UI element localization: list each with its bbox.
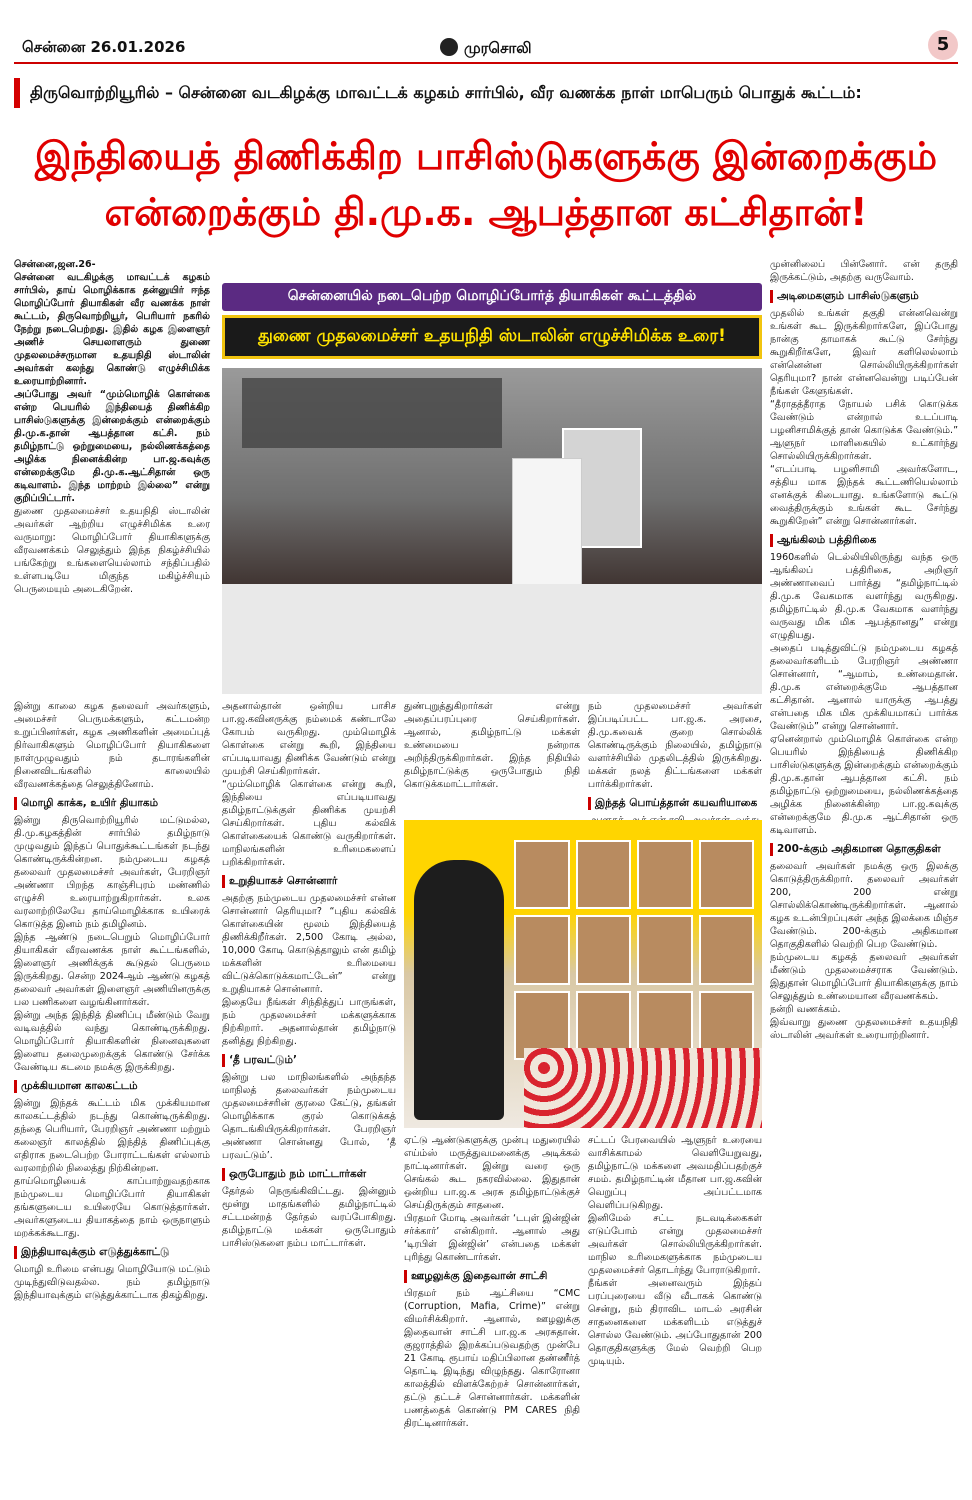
col-e-subhead-2: ஆங்கிலம் பத்திரிகை xyxy=(770,534,958,547)
col-e-p11: இவ்வாறு துணை முதலமைச்சர் உதயநிதி ஸ்டாலின் அவர்கள் உரையாற்றினார். xyxy=(770,1017,958,1041)
col-g-p3: நீங்கள் அனைவரும் இந்தப் பரப்புரையை வீடு வீடாகக் கொண்டு சென்று, நம் திராவிட மாடல் அரசின் சாதனைகளை மக்களிடம் எடுத்துச் சொல்ல வேண்டும். அப்போதுதான் 200 தொகுதிகளுக்கு மேல் வெற்றி பெற முடியும். xyxy=(588,1278,762,1367)
col-b-subhead-1: உறுதியாகச் சொன்னார் xyxy=(222,875,396,888)
dateline: சென்னை,ஜன.26- xyxy=(14,259,96,270)
col-a-subhead-3: இந்தியாவுக்கும் எடுத்துக்காட்டு xyxy=(14,1246,210,1259)
kicker xyxy=(14,70,958,116)
photo-person xyxy=(414,860,504,1120)
col-c-p1: துண்புறுத்துகிறார்கள் என்று அதைப்பரப்புரை செய்கிறார்கள். ஆனால், தமிழ்நாட்டு மக்கள் உண்மையை நன்றாக அறிந்திருக்கிறார்கள். இந்த நிதியில் தமிழ்நாட்டுக்கு ஒருபோதும் நிதி கொடுக்கமாட்டார்கள். xyxy=(404,701,580,790)
col-e-p8: தலைவர் அவர்கள் நமக்கு ஒரு இலக்கு கொடுத்திருக்கிறார். தலைவர் அவர்கள் 200, 200 என்று சொல்லிக்கொண்டிருக்கிறார்கள். ஆனால் கழக உடன்பிறப்புகள் அந்த இலக்கை மிஞ்ச வேண்டும். 200-க்கும் அதிகமான தொகுதிகளில் வெற்றி பெற வேண்டும். xyxy=(770,861,958,950)
col-e-p7: ஏனென்றால் மும்மொழிக் கொள்கை என்ற பெயரில் இந்தியைத் திணிக்கிற பாசிஸ்டுகளுக்கு இன்றைக்கும் என்றைக்கும் தி.மு.க.தான் ஆபத்தான கட்சி. நம் தமிழ்நாட்டு ஒற்றுமையை, நல்லிணக்கத்தை அழிக்க நினைக்கின்ற பா.ஜ.கவுக்கு என்றைக்குமே தி.மு.க ஆட்சிதான் ஒரு கடிவாளம். xyxy=(770,734,958,836)
col-a-subhead-2: முக்கியமான காலகட்டம் xyxy=(14,1080,210,1093)
col-b-p4: இதையே நீங்கள் சிந்தித்துப் பாருங்கள், நம் முதலமைச்சர் மக்களுக்காக நிற்கிறார். அதனால்தான் தமிழ்நாடு தனித்து நிற்கிறது. xyxy=(222,997,396,1047)
intro-column xyxy=(14,258,210,678)
col-a-p3: இந்த ஆண்டு நடைபெறும் மொழிப்போர் தியாகிகள் வீரவணக்க நாள் கூட்டங்களில், இளைஞர் அணிக்குக் கூடுதல் பெருமை இருக்கிறது. சென்ற 2024ஆம் ஆண்டு கழகத் தலைவர் அவர்கள் இளைஞர் அணியினருக்கு பல பணிகளை வழங்கினார்கள். xyxy=(14,932,210,1008)
paper-name-text: முரசொலி xyxy=(464,39,532,57)
martyr-portrait xyxy=(637,840,693,909)
paper-logo-icon xyxy=(440,38,458,56)
col-e-p2: முதலில் உங்கள் தகுதி என்னவென்று உங்கள் கூட இருக்கிறார்களே, இப்போது நான்கு தாமாகக் கூட்டு சேர்ந்து கூறுகிறீர்களே, இவர் களிலெல்லாம் என்னென்ன சொல்லியிருக்கிறார்கள் தெரியுமா? நான் என்னவென்று படிப்பேன் நீங்கள் கேளுங்கள். xyxy=(770,308,958,397)
col-f-subhead-1: ஊழலுக்கு இதைவான் சாட்சி xyxy=(404,1270,580,1283)
headline-line-2: என்றைக்கும் தி.மு.க. ஆபத்தான கட்சிதான்! xyxy=(104,190,868,234)
masthead-rule xyxy=(14,62,958,64)
col-f-p3: பிரதமர் நம் ஆட்சியை “CMC (Corruption, Mafia, Crime)” என்று விமர்சிக்கிறார். ஆனால், ஊழலுக்கு இதைவான் சாட்சி பா.ஜ.க அரசுதான். குஜராத்தில் இறக்கப்படுவதற்கு முன்பே 21 கோடி ரூபாய் மதிப்பிலான தண்ணீர்த் தொட்டி இடிந்து விழுந்தது. கொரோனா காலத்தில் விளக்கேற்றச் சொன்னார்கள், தட்டு தட்டச் சொன்னார்கள். மக்களின் பணத்தைக் கொண்டு PM CARES நிதி திரட்டினார்கள். xyxy=(404,1288,580,1429)
col-b-subhead-3: ஒருபோதும் நம் மாட்டார்கள் xyxy=(222,1168,396,1181)
photo-flowers xyxy=(524,1048,762,1128)
col-d-subhead-1: இந்தத் பொய்த்தான் கயவரியாகை xyxy=(588,797,762,810)
sub-headline: துணை முதலமைச்சர் உதயநிதி ஸ்டாலின் எழுச்சிமிக்க உரை! xyxy=(222,315,762,359)
intro-quote: அப்போது அவர் “மும்மொழிக் கொள்கை என்ற பெயரில் இந்தியைத் திணிக்கிற பாசிஸ்டுகளுக்கு இன்றைக்கும் என்றைக்கும் தி.மு.க.தான் ஆபத்தான கட்சி. நம் தமிழ்நாட்டு ஒற்றுமையை, நல்லிணக்கத்தை அழிக்க நினைக்கின்ற பா.ஜ.கவுக்கு என்றைக்குமே தி.மு.க.ஆட்சிதான் ஒரு கடிவாளம். இந்த மாற்றம் இல்லை” என்று குறிப்பிட்டார். xyxy=(14,389,210,504)
col-e-p6: அதைப் படித்துவிட்டு நம்முடைய கழகத் தலைவர்களிடம் பேரறிஞர் அண்ணா சொன்னார், “ஆமாம், உண்மைதான். தி.மு.க என்றைக்குமே ஆபத்தான கட்சிதான். ஆனால் யாருக்கு ஆபத்து என்பதை மிக மிக முக்கியமாகப் பார்க்க வேண்டும்” என்று சொன்னார். xyxy=(770,643,958,732)
page-number: 5 xyxy=(928,30,958,60)
martyr-portrait xyxy=(699,840,755,909)
event-stage-photo xyxy=(222,368,762,694)
column-c xyxy=(404,700,580,800)
main-headline xyxy=(14,128,958,240)
col-e-p5: 1960களில் டெல்லியிலிருந்து வந்த ஒரு ஆங்கிலப் பத்திரிகை, அறிஞர் அண்ணாவைப் பார்த்து “தமிழ்நாட்டில் தி.மு.க வேகமாக வளர்ந்து வருகிறது. தமிழ்நாட்டில் தி.மு.க வேகமாக வளர்ந்து வருவது மிக மிக ஆபத்தானது” என்று எழுதியது. xyxy=(770,552,958,641)
martyr-portrait xyxy=(637,915,693,984)
masthead xyxy=(0,0,972,62)
col-a-subhead-1: மொழி காக்க, உயிர் தியாகம் xyxy=(14,797,210,810)
headline-line-1: இந்தியைத் திணிக்கிற பாசிஸ்டுகளுக்கு இன்றைக்கும் xyxy=(34,134,938,178)
col-e-p4: “எடப்பாடி பழனிசாமி அவர்களோட, சத்திய மாக இந்தக் கூட்டணியெல்லாம் எனக்குக் கிடையாது. உங்களோடு கூட்டு வைத்திருக்கும் உங்கள் கூட சேர்ந்து கூறுகிறேன்” என்று சொன்னார்கள். xyxy=(770,464,958,527)
col-e-p10: நன்றி வணக்கம். xyxy=(770,1004,841,1015)
kicker-bar xyxy=(14,78,20,108)
martyr-portraits xyxy=(514,840,754,1060)
martyr-portrait xyxy=(576,915,632,984)
col-g-p1: சட்டப் பேரவையில் ஆளுநர் உரையை வாசிக்காமல் வெளியேறுவது, தமிழ்நாட்டு மக்களை அவமதிப்பதற்குச் சமம். தமிழ்நாட்டின் மீதான பா.ஜ.கவின் வெறுப்பு அப்பட்டமாக வெளிப்படுகிறது. xyxy=(588,1135,762,1211)
col-e-p1: முன்னிலைப் பின்னோர். என் தருதி இருக்கட்டும், அதற்கு வருவோம். xyxy=(770,259,958,283)
column-b xyxy=(222,700,396,1490)
column-e xyxy=(770,258,958,1490)
col-a-p6: தாய்மொழியைக் காப்பாற்றுவதற்காக நம்முடைய மொழிப்போர் தியாகிகள் தங்களுடைய உயிரையே கொடுத்தார்கள். அவர்களுடைய தியாகத்தை நாம் ஒருநாளும் மறக்கக்கூடாது. xyxy=(14,1176,210,1239)
col-a-p2: இன்று திருவொற்றியூரில் மட்டுமல்ல, தி.மு.கழகத்தின் சார்பில் தமிழ்நாடு முழுவதும் இந்தப் பொதுக்கூட்டங்கள் நடந்து கொண்டிருக்கின்றன. நம்முடைய கழகத் தலைவர் முதலமைச்சர் அவர்கள், பேரறிஞர் அண்ணா பிறந்த காஞ்சிபுரம் மண்ணில் எழுச்சி உரையாற்றுகிறார்கள். உலக வரலாற்றிலேயே தாய்மொழிக்காக உயிரைக் கொடுத்த இனம் நம் தமிழினம். xyxy=(14,815,210,930)
photo-stage xyxy=(222,584,762,694)
col-b-p3: அதற்கு நம்முடைய முதலமைச்சர் என்ன சொன்னார் தெரியுமா? “புதிய கல்விக் கொள்கையின் மூலம் இந்தியைத் திணிக்கிறீர்கள். 2,500 கோடி அல்ல, 10,000 கோடி கொடுத்தாலும் என் தமிழ் மக்களின் உரிமையை விட்டுக்கொடுக்கமாட்டேன்” என்று உறுதியாகச் சொன்னார். xyxy=(222,893,396,995)
col-a-p1: இன்று காலை கழக தலைவர் அவர்களும், அமைச்சர் பெருமக்களும், கட்டமன்ற உறுப்பினர்கள், கழக அணிகளின் அமைப்புத் நிர்வாகிகளும் மொழிப்போர் தியாகிகளை நாள்முழுவதும் நம் தடாரங்களின் நினைவிடங்களில் காலையில் வீரவணக்கத்தை செலுத்தினோம். xyxy=(14,701,210,790)
column-f xyxy=(404,1134,580,1490)
col-b-p2: “மும்மொழிக் கொள்கை என்று கூறி, இந்தியை எப்படியாவது தமிழ்நாட்டுக்குள் திணிக்க முயற்சி செய்கிறார்கள். புதிய கல்விக் கொள்கையைக் கொண்டு வருகிறார்கள். மாநிலங்களின் உரிமைகளைப் பறிக்கிறார்கள். xyxy=(222,779,396,868)
col-e-subhead-1: அடிமைகளும் பாசிஸ்டுகளும் xyxy=(770,290,958,303)
intro-lead: சென்னை வடகிழக்கு மாவட்டக் கழகம் சார்பில், தாய் மொழிக்காக தன்னுயிர் ஈந்த மொழிப்போர் தியாகிகள் வீர வணக்க நாள் கூட்டம், திருவொற்றியூர், பெரியார் நகரில் நேற்று நடைபெற்றது. இதில் கழக இளைஞர் அணிச் செயலாளரும் துணை முதலமைச்சருமான உதயநிதி ஸ்டாலின் அவர்கள் கலந்து கொண்டு எழுச்சிமிக்க உரையாற்றினார். xyxy=(14,272,210,387)
col-a-p5: இன்று இந்தக் கூட்டம் மிக முக்கியமான காலகட்டத்தில் நடந்து கொண்டிருக்கிறது. தந்தை பெரியார், பேரறிஞர் அண்ணா மற்றும் கலைஞர் காலத்தில் இந்தித் திணிப்புக்கு எதிராக நடைபெற்ற போராட்டங்கள் எல்லாம் வரலாற்றில் நிலைத்து நிற்கின்றன. xyxy=(14,1098,210,1174)
photo-banner xyxy=(242,378,502,448)
col-e-subhead-3: 200-க்கும் அதிகமான தொகுதிகள் xyxy=(770,843,958,856)
kicker-text: திருவொற்றியூரில் – சென்னை வடகிழக்கு மாவட்டக் கழகம் சார்பில், வீர வணக்க நாள் மாபெரும் பொதுக் கூட்டம்: xyxy=(30,82,862,102)
sub-kicker: சென்னையில் நடைபெற்ற மொழிப்போர்த் தியாகிகள் கூட்டத்தில் xyxy=(222,283,762,311)
col-b-subhead-2: ‘தீ பரவட்டும்’ xyxy=(222,1054,396,1067)
col-a-p7: மொழி உரிமை என்பது மொழியோடு மட்டும் முடிந்துவிடுவதல்ல. நம் தமிழ்நாடு இந்தியாவுக்கும் எடுத்துக்காட்டாக திகழ்கிறது. xyxy=(14,1264,210,1301)
col-a-p4: இன்று அந்த இந்தித் திணிப்பு மீண்டும் வேறு வடிவத்தில் வந்து கொண்டிருக்கிறது. மொழிப்போர் தியாகிகளின் நினைவுகளை இளைய தலைமுறைக்குக் கொண்டு சேர்க்க வேண்டிய கடமை நமக்கு இருக்கிறது. xyxy=(14,1010,210,1073)
intro-para: துணை முதலமைச்சர் உதயநிதி ஸ்டாலின் அவர்கள் ஆற்றிய எழுச்சிமிக்க உரை வருமாறு: மொழிப்போர் தியாகிகளுக்கு வீரவணக்கம் செலுத்தும் இந்த நிகழ்ச்சியில் பங்கேற்று உங்களையெல்லாம் சந்திப்பதில் உள்ளபடியே மிகுந்த மகிழ்ச்சியும் பெருமையும் அடைகிறேன். xyxy=(14,506,210,595)
col-e-p3: “தீராதத்தீராத நோயல் பசிக் கொடுக்க வேண்டும் என்றால் உடப்பாடி பழனிசாமிக்குத் தான் கொடுக்க வேண்டும்.” ஆளுநர் மாளிகையில் உட்கார்ந்து சொல்லியிருக்கிறார்கள். xyxy=(770,399,958,462)
column-g xyxy=(588,1134,762,1490)
column-d xyxy=(588,700,762,809)
col-g-p2: இனிமேல் சட்ட நடவடிக்கைகள் எடுப்போம் என்று முதலமைச்சர் அவர்கள் சொல்லியிருக்கிறார்கள். மாநில உரிமைகளுக்காக நம்முடைய முதலமைச்சர் தொடர்ந்து போராடுகிறார். xyxy=(588,1213,762,1276)
col-b-p6: தேர்தல் நெருங்கிவிட்டது. இன்னும் மூன்று மாதங்களில் தமிழ்நாட்டில் சட்டமன்றத் தேர்தல் வரப்போகிறது. தமிழ்நாட்டு மக்கள் ஒருபோதும் பாசிஸ்டுகளை நம்ப மாட்டார்கள். xyxy=(222,1186,396,1249)
martyr-portrait xyxy=(576,840,632,909)
col-e-p9: நம்முடைய கழகத் தலைவர் அவர்கள் மீண்டும் முதலமைச்சராக வேண்டும். இதுதான் மொழிப்போர் தியாகிகளுக்கு நாம் செலுத்தும் உண்மையான வீரவணக்கம். xyxy=(770,952,958,1002)
col-b-p5: இன்று பல மாநிலங்களில் அந்தந்த மாநிலத் தலைவர்கள் நம்முடைய முதலமைச்சரின் குரலை கேட்டு, தங்கள் மொழிக்காக குரல் கொடுக்கத் தொடங்கியிருக்கிறார்கள். பேரறிஞர் அண்ணா சொன்னது போல், ‘தீ பரவட்டும்’. xyxy=(222,1072,396,1161)
memorial-tribute-photo xyxy=(404,820,762,1128)
martyr-portrait xyxy=(699,915,755,984)
col-d-p1: நம் முதலமைச்சர் அவர்கள் இப்படிப்பட்ட பா.ஜ.க. அரசை, தி.மு.கவைக் குறை சொல்லிக் கொண்டிருக்கும் நிலையில், தமிழ்நாடு வளர்ச்சியில் முதலிடத்தில் இருக்கிறது. மக்கள் நலத் திட்டங்களை மக்கள் பார்க்கிறார்கள். xyxy=(588,701,762,790)
column-a xyxy=(14,700,210,1490)
col-b-p1: அதனால்தான் ஒன்றிய பாசிச பா.ஜ.கவினருக்கு நம்மைக் கண்டாலே கோபம் வருகிறது. மும்மொழிக் கொள்கை என்று கூறி, இந்தியை எப்படியாவது திணிக்க வேண்டும் என்று முயற்சி செய்கிறார்கள். xyxy=(222,701,396,777)
col-f-p2: பிரதமர் மோடி அவர்கள் ‘டபுள் இன்ஜின் சர்க்கார்’ என்கிறார். ஆனால் அது ‘டிரபிள் இன்ஜின்’ என்பதை மக்கள் புரிந்து கொண்டார்கள். xyxy=(404,1213,580,1263)
col-f-p1: ஏட்டு ஆண்டுகளுக்கு முன்பு மதுரையில் எய்ம்ஸ் மருத்துவமனைக்கு அடிக்கல் நாட்டினார்கள். இன்று வரை ஒரு செங்கல் கூட நகரவில்லை. இதுதான் ஒன்றிய பா.ஜ.க அரசு தமிழ்நாட்டுக்குச் செய்திருக்கும் சாதனை. xyxy=(404,1135,580,1211)
issue-date: சென்னை 26.01.2026 xyxy=(22,38,186,56)
martyr-portrait xyxy=(514,915,570,984)
martyr-portrait xyxy=(514,840,570,909)
paper-name xyxy=(440,38,532,59)
